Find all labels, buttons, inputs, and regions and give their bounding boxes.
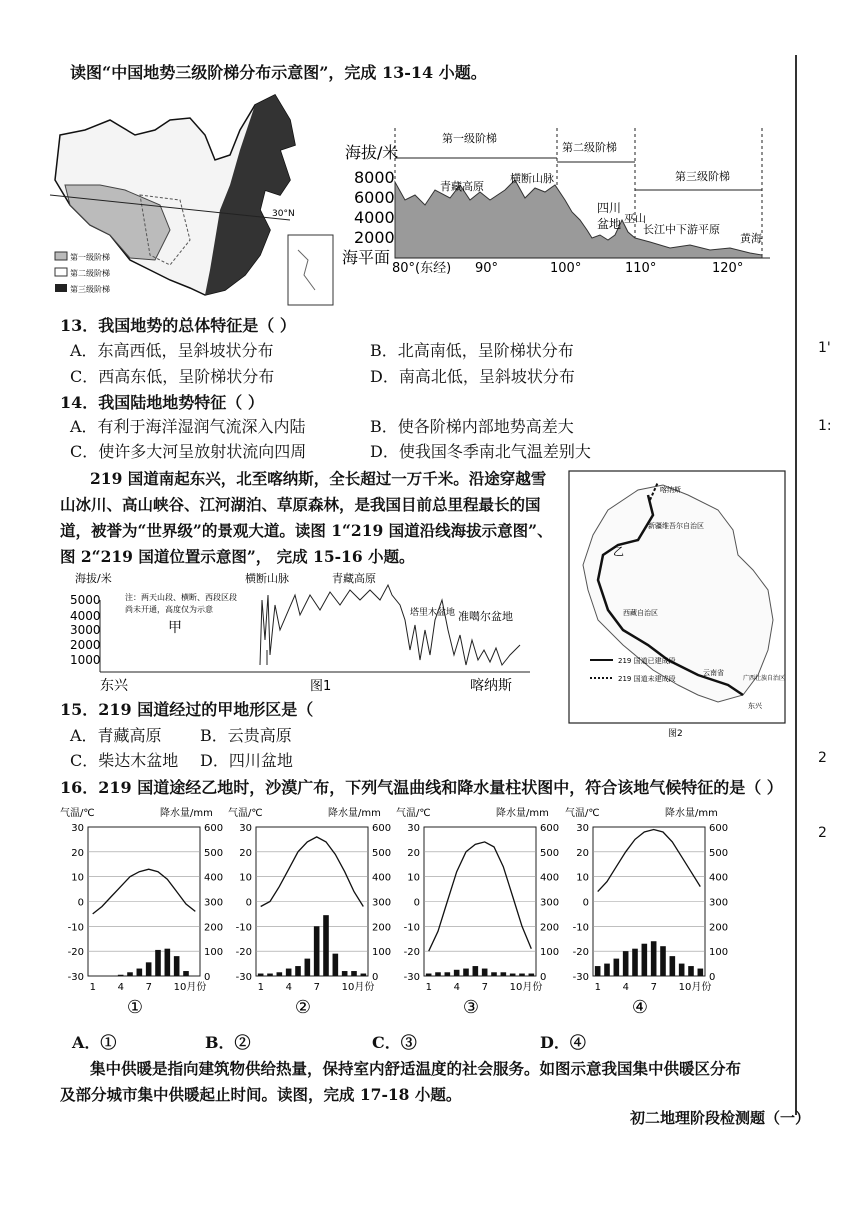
profile-label: 黄海 bbox=[740, 232, 762, 245]
fig1-label: 横断山脉 bbox=[245, 572, 289, 585]
fig1-ytick: 1000 bbox=[70, 653, 101, 667]
q15-option-c[interactable]: C．柴达木盆地 bbox=[70, 751, 179, 770]
precip-tick: 200 bbox=[540, 922, 560, 934]
profile-label: 巫山 bbox=[624, 212, 646, 225]
fig1-ylabel: 海拔/米 bbox=[75, 572, 112, 585]
profile-label: 青藏高原 bbox=[440, 180, 484, 193]
month-tick: 4 bbox=[622, 982, 630, 993]
month-tick: 1 bbox=[594, 982, 602, 993]
precip-tick: 600 bbox=[372, 823, 392, 834]
precip-bar bbox=[426, 974, 432, 976]
temp-axis-label: 气温/℃ bbox=[60, 808, 95, 819]
right-edge-fragment: 2 bbox=[818, 750, 827, 766]
temp-curve bbox=[429, 842, 532, 951]
fig2-legend: 219 国道已建成段 bbox=[618, 657, 676, 665]
q15-option-d[interactable]: D．四川盆地 bbox=[200, 751, 293, 770]
precip-tick: 100 bbox=[540, 947, 560, 959]
fig2-legend: 219 国道未建成段 bbox=[618, 675, 676, 683]
precip-bar bbox=[529, 974, 535, 976]
temp-tick: -10 bbox=[403, 922, 420, 934]
precip-bar bbox=[501, 972, 507, 976]
temp-tick: 20 bbox=[407, 847, 420, 859]
climate-chart bbox=[60, 800, 230, 1025]
profile-xtick: 120° bbox=[712, 261, 744, 275]
chart-number: ④ bbox=[631, 997, 649, 1018]
temp-tick: 10 bbox=[239, 872, 252, 884]
month-tick: 1 bbox=[89, 982, 97, 993]
precip-bar bbox=[258, 974, 264, 976]
temp-curve bbox=[598, 830, 701, 892]
temp-tick: -20 bbox=[235, 947, 252, 959]
temp-tick: -30 bbox=[572, 972, 589, 983]
precip-bar bbox=[267, 974, 273, 976]
temp-tick: -10 bbox=[67, 922, 84, 934]
month-tick: 4 bbox=[117, 982, 125, 993]
q16-option-a[interactable]: A．① bbox=[72, 1033, 117, 1052]
precip-bar bbox=[482, 969, 488, 976]
passage-line: 219 国道南起东兴，北至喀纳斯，全长超过一万千米。沿途穿越雪 bbox=[90, 469, 547, 488]
month-tick: 10月份 bbox=[173, 982, 207, 993]
precip-axis-label: 降水量/mm bbox=[160, 808, 213, 819]
chart-number: ③ bbox=[462, 997, 480, 1018]
precip-tick: 400 bbox=[540, 872, 560, 884]
temp-tick: 30 bbox=[71, 823, 84, 834]
temp-tick: -30 bbox=[403, 972, 420, 983]
profile-label: 横断山脉 bbox=[510, 172, 554, 185]
temp-tick: -30 bbox=[67, 972, 84, 983]
q16-option-c[interactable]: C．③ bbox=[372, 1033, 417, 1052]
precip-bar bbox=[165, 949, 171, 976]
month-tick: 7 bbox=[145, 982, 153, 993]
precip-bar bbox=[286, 969, 292, 976]
precip-bar bbox=[146, 962, 152, 976]
month-tick: 10月份 bbox=[678, 982, 712, 993]
profile-ytick: 8000 bbox=[354, 168, 395, 187]
precip-bar bbox=[670, 956, 676, 976]
precip-tick: 100 bbox=[709, 947, 729, 959]
temp-tick: 0 bbox=[582, 897, 589, 909]
precip-axis-label: 降水量/mm bbox=[665, 808, 718, 819]
profile-xtick: 110° bbox=[625, 261, 657, 275]
intro-13-14: 读图“中国地势三级阶梯分布示意图”，完成 13-14 小题。 bbox=[70, 63, 487, 82]
temp-tick: 20 bbox=[239, 847, 252, 859]
precip-bar bbox=[510, 974, 516, 976]
precip-tick: 200 bbox=[372, 922, 392, 934]
passage-219 bbox=[60, 466, 560, 570]
precip-bar bbox=[295, 966, 301, 976]
chart-number: ① bbox=[126, 997, 144, 1018]
fig1-right-end: 喀纳斯 bbox=[470, 678, 512, 694]
profile-label: 盆地 bbox=[597, 217, 622, 231]
precip-bar bbox=[277, 972, 283, 976]
climate-chart bbox=[228, 800, 398, 1025]
q15-option-b[interactable]: B．云贵高原 bbox=[200, 726, 292, 745]
temp-tick: -20 bbox=[67, 947, 84, 959]
q14-option-b[interactable]: B．使各阶梯内部地势高差大 bbox=[370, 417, 574, 436]
temp-tick: 10 bbox=[71, 872, 84, 884]
fig1-note: 尚未开通，高度仅为示意 bbox=[125, 605, 213, 614]
month-tick: 7 bbox=[650, 982, 658, 993]
precip-tick: 400 bbox=[372, 872, 392, 884]
precip-tick: 500 bbox=[540, 847, 560, 859]
fig2-label: 广西壮族自治区 bbox=[743, 675, 786, 682]
q15-stem: 15．219 国道经过的甲地形区是（ bbox=[60, 700, 314, 719]
q13-stem: 13．我国地势的总体特征是（ ） bbox=[60, 316, 296, 335]
temp-tick: 10 bbox=[407, 872, 420, 884]
temp-tick: -20 bbox=[572, 947, 589, 959]
right-edge-fragment: 1' bbox=[818, 340, 831, 356]
climate-chart bbox=[565, 800, 735, 1025]
q13-option-b[interactable]: B．北高南低，呈阶梯状分布 bbox=[370, 341, 574, 360]
page-footer: 初二地理阶段检测题（一） bbox=[630, 1109, 811, 1127]
fig1-left-end: 东兴 bbox=[100, 678, 128, 694]
precip-tick: 100 bbox=[204, 947, 224, 959]
precip-bar bbox=[183, 971, 189, 976]
month-tick: 4 bbox=[285, 982, 293, 993]
precip-bar bbox=[595, 966, 601, 976]
precip-bar bbox=[679, 964, 685, 976]
precip-tick: 0 bbox=[204, 972, 211, 983]
fig1-label: 青藏高原 bbox=[332, 572, 376, 585]
precip-bar bbox=[127, 972, 133, 976]
precip-tick: 300 bbox=[540, 897, 560, 909]
temp-tick: 0 bbox=[77, 897, 84, 909]
q16-option-b[interactable]: B．② bbox=[205, 1033, 251, 1052]
precip-bar bbox=[651, 941, 657, 976]
precip-tick: 0 bbox=[540, 972, 547, 983]
temp-axis-label: 气温/℃ bbox=[228, 808, 263, 819]
precip-bar bbox=[642, 944, 648, 976]
month-tick: 1 bbox=[257, 982, 265, 993]
precip-bar bbox=[361, 974, 367, 976]
temp-tick: -10 bbox=[235, 922, 252, 934]
precip-bar bbox=[137, 969, 143, 976]
profile-label: 长江中下游平原 bbox=[643, 223, 720, 236]
month-tick: 7 bbox=[313, 982, 321, 993]
temp-tick: 0 bbox=[245, 897, 252, 909]
month-tick: 4 bbox=[453, 982, 461, 993]
fig1-elevation-profile bbox=[70, 570, 540, 695]
fig1-note: 注：两天山段、横断、西段区段 bbox=[125, 593, 237, 602]
precip-tick: 600 bbox=[540, 823, 560, 834]
temp-tick: -20 bbox=[403, 947, 420, 959]
q13-option-d[interactable]: D．南高北低，呈斜坡状分布 bbox=[370, 367, 575, 386]
profile-xtick: 80°(东经) bbox=[392, 261, 452, 275]
temp-axis-label: 气温/℃ bbox=[565, 808, 600, 819]
profile-ytick: 2000 bbox=[354, 228, 395, 247]
fig1-ytick: 5000 bbox=[70, 593, 101, 607]
precip-tick: 100 bbox=[372, 947, 392, 959]
temp-tick: 30 bbox=[576, 823, 589, 834]
fig2-label: 喀纳斯 bbox=[660, 486, 681, 494]
precip-tick: 0 bbox=[709, 972, 716, 983]
right-edge-fragment: 1: bbox=[818, 418, 832, 434]
precip-bar bbox=[698, 969, 704, 976]
fig2-label: 西藏自治区 bbox=[623, 609, 658, 617]
profile-step-2: 第二级阶梯 bbox=[562, 141, 617, 154]
temp-axis-label: 气温/℃ bbox=[396, 808, 431, 819]
precip-bar bbox=[435, 972, 441, 976]
precip-tick: 300 bbox=[372, 897, 392, 909]
terrain-profile bbox=[340, 120, 780, 275]
temp-tick: 20 bbox=[71, 847, 84, 859]
month-tick: 1 bbox=[425, 982, 433, 993]
precip-bar bbox=[632, 949, 638, 976]
china-terrain-map bbox=[40, 90, 340, 310]
fig1-label: 准噶尔盆地 bbox=[458, 610, 513, 623]
q14-option-c[interactable]: C．使许多大河呈放射状流向四周 bbox=[70, 442, 307, 461]
fig2-label: 乙 bbox=[613, 545, 624, 558]
precip-tick: 400 bbox=[709, 872, 729, 884]
right-edge-fragment: 2 bbox=[818, 825, 827, 841]
fig2-label: 东兴 bbox=[748, 702, 762, 710]
fig2-label: 新疆维吾尔自治区 bbox=[648, 522, 704, 530]
precip-tick: 500 bbox=[709, 847, 729, 859]
precip-bar bbox=[314, 926, 320, 976]
climate-charts bbox=[60, 800, 780, 1025]
chart-number: ② bbox=[294, 997, 312, 1018]
month-tick: 10月份 bbox=[341, 982, 375, 993]
precip-tick: 300 bbox=[709, 897, 729, 909]
q14-option-a[interactable]: A．有利于海洋湿润气流深入内陆 bbox=[70, 417, 306, 436]
profile-step-1: 第一级阶梯 bbox=[442, 132, 497, 145]
fig1-label: 塔里木盆地 bbox=[410, 608, 456, 618]
fig2-route-map bbox=[568, 470, 788, 740]
fig1-ytick: 4000 bbox=[70, 609, 101, 623]
fig1-caption: 图1 bbox=[310, 679, 332, 694]
passage-line: 山冰川、高山峡谷、江河湖泊、草原森林，是我国目前总里程最长的国 bbox=[60, 495, 541, 514]
precip-bar bbox=[323, 915, 329, 976]
precip-bar bbox=[623, 951, 629, 976]
precip-tick: 600 bbox=[204, 823, 224, 834]
q14-stem: 14．我国陆地地势特征（ ） bbox=[60, 393, 264, 412]
fig2-label: 云南省 bbox=[703, 669, 724, 677]
passage-heating bbox=[60, 1056, 800, 1108]
temp-tick: 30 bbox=[407, 823, 420, 834]
precip-bar bbox=[174, 956, 180, 976]
precip-bar bbox=[454, 970, 460, 976]
precip-tick: 200 bbox=[709, 922, 729, 934]
map-legend-2: 第二级阶梯 bbox=[70, 269, 110, 278]
precip-bar bbox=[614, 959, 620, 976]
precip-tick: 500 bbox=[204, 847, 224, 859]
precip-bar bbox=[604, 964, 610, 976]
map-legend-1: 第一级阶梯 bbox=[70, 253, 110, 262]
precip-tick: 600 bbox=[709, 823, 729, 834]
temp-tick: 0 bbox=[413, 897, 420, 909]
precip-tick: 500 bbox=[372, 847, 392, 859]
precip-axis-label: 降水量/mm bbox=[328, 808, 381, 819]
precip-bar bbox=[660, 946, 666, 976]
q16-stem: 16．219 国道途经乙地时，沙漠广布，下列气温曲线和降水量柱状图中，符合该地气候特征的是（ ） bbox=[60, 778, 783, 797]
temp-curve bbox=[261, 837, 364, 907]
month-tick: 7 bbox=[481, 982, 489, 993]
passage-line: 及部分城市集中供暖起止时间。读图，完成 17-18 小题。 bbox=[60, 1085, 462, 1104]
fig1-jia: 甲 bbox=[168, 620, 182, 636]
profile-ytick: 海平面 bbox=[342, 248, 391, 267]
fig2-caption: 图2 bbox=[668, 729, 683, 739]
profile-ylabel: 海拔/米 bbox=[345, 143, 399, 162]
precip-tick: 0 bbox=[372, 972, 379, 983]
temp-tick: -30 bbox=[235, 972, 252, 983]
profile-xtick: 100° bbox=[550, 261, 582, 275]
temp-tick: 20 bbox=[576, 847, 589, 859]
precip-bar bbox=[351, 971, 357, 976]
precip-tick: 400 bbox=[204, 872, 224, 884]
precip-bar bbox=[688, 966, 694, 976]
precip-bar bbox=[519, 974, 525, 976]
precip-tick: 300 bbox=[204, 897, 224, 909]
temp-tick: -10 bbox=[572, 922, 589, 934]
precip-bar bbox=[491, 972, 497, 976]
precip-bar bbox=[155, 950, 161, 976]
climate-chart bbox=[396, 800, 566, 1025]
precip-bar bbox=[118, 975, 124, 976]
map-legend-3: 第三级阶梯 bbox=[70, 285, 110, 294]
profile-xtick: 90° bbox=[475, 261, 499, 275]
q13-option-a[interactable]: A．东高西低，呈斜坡状分布 bbox=[70, 341, 274, 360]
profile-ytick: 6000 bbox=[354, 188, 395, 207]
temp-curve bbox=[93, 869, 196, 914]
margin-rule bbox=[795, 55, 797, 1115]
precip-bar bbox=[333, 954, 339, 976]
fig1-ytick: 2000 bbox=[70, 638, 101, 652]
precip-bar bbox=[305, 959, 311, 976]
passage-line: 图 2“219 国道位置示意图”， 完成 15-16 小题。 bbox=[60, 547, 415, 566]
passage-line: 道，被誉为“世界级”的景观大道。读图 1“219 国道沿线海拔示意图”、 bbox=[60, 521, 553, 540]
temp-tick: 30 bbox=[239, 823, 252, 834]
q14-option-d[interactable]: D．使我国冬季南北气温差别大 bbox=[370, 442, 591, 461]
lat-label: 30°N bbox=[272, 209, 295, 219]
precip-bar bbox=[445, 972, 451, 976]
q15-option-a[interactable]: A．青藏高原 bbox=[70, 726, 162, 745]
passage-line: 集中供暖是指向建筑物供给热量，保持室内舒适温度的社会服务。如图示意我国集中供暖区分布 bbox=[90, 1059, 742, 1078]
profile-step-3: 第三级阶梯 bbox=[675, 170, 730, 183]
precip-axis-label: 降水量/mm bbox=[496, 808, 549, 819]
profile-ytick: 4000 bbox=[354, 208, 395, 227]
precip-bar bbox=[473, 966, 479, 976]
q13-option-c[interactable]: C．西高东低，呈阶梯状分布 bbox=[70, 367, 275, 386]
precip-bar bbox=[463, 969, 469, 976]
q16-option-d[interactable]: D．④ bbox=[540, 1033, 586, 1052]
fig1-ytick: 3000 bbox=[70, 623, 101, 637]
precip-tick: 200 bbox=[204, 922, 224, 934]
precip-bar bbox=[342, 971, 348, 976]
month-tick: 10月份 bbox=[509, 982, 543, 993]
profile-label: 四川 bbox=[597, 201, 622, 215]
temp-tick: 10 bbox=[576, 872, 589, 884]
